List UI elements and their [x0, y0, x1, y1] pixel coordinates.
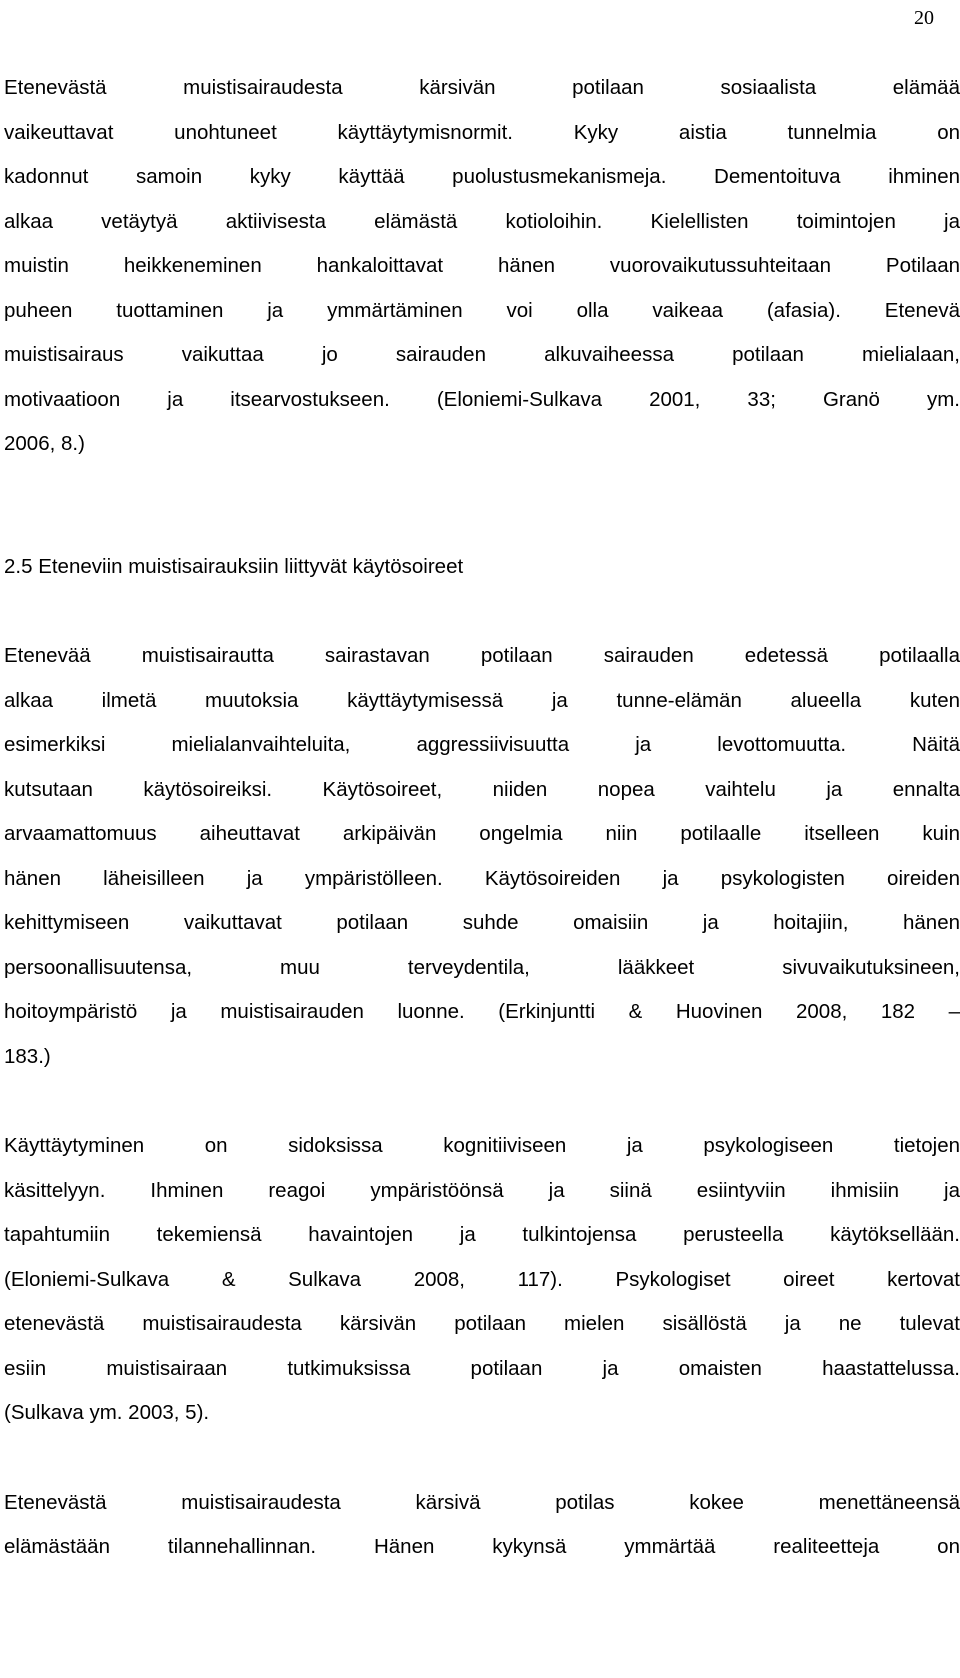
text-line: käsittelyyn. Ihminen reagoi ympäristöönsä ja siinä esiintyviin ihmisiin ja — [4, 1178, 960, 1202]
text-line: elämästään tilannehallinnan. Hänen kykynsä ymmärtää realiteetteja on — [4, 1535, 960, 1558]
text-line: persoonallisuutensa, muu terveydentila, lääkkeet sivuvaikutuksineen, — [4, 955, 960, 979]
text-line: tapahtumiin tekemiensä havaintojen ja tulkintojensa perusteella käytöksellään. — [4, 1223, 960, 1246]
text-line: Etenevää muistisairautta sairastavan potilaan sairauden edetessä potilaalla — [4, 644, 960, 667]
text-line: kadonnut samoin kyky käyttää puolustusmekanismeja. Dementoituva ihminen — [4, 165, 960, 188]
text-line: Käyttäytyminen on sidoksissa kognitiiviseen ja psykologiseen tietojen — [4, 1134, 960, 1157]
text-line: vaikeuttavat unohtuneet käyttäytymisnormit. Kyky aistia tunnelmia on — [4, 120, 960, 144]
text-line: (Eloniemi-Sulkava & Sulkava 2008, 117). Psykologiset oireet kertovat — [4, 1267, 960, 1291]
paragraph-control-loss — [4, 1481, 960, 1570]
text-line: muistin heikkeneminen hankaloittavat hänen vuorovaikutussuhteitaan Potilaan — [4, 254, 960, 277]
text-line: alkaa vetäytyä aktiivisesta elämästä kotioloihin. Kielellisten toimintojen ja — [4, 209, 960, 233]
text-line: etenevästä muistisairaudesta kärsivän potilaan mielen sisällöstä ja ne tulevat — [4, 1312, 960, 1335]
document-body — [4, 66, 960, 1570]
text-line: motivaatioon ja itsearvostukseen. (Eloniemi-Sulkava 2001, 33; Granö ym. — [4, 387, 960, 411]
paragraph-social-life — [4, 66, 960, 467]
text-line: hoitoympäristö ja muistisairauden luonne. (Erkinjuntti & Huovinen 2008, 182 – — [4, 1000, 960, 1023]
text-line: Etenevästä muistisairaudesta kärsivän potilaan sosiaalista elämää — [4, 76, 960, 99]
section-heading: 2.5 Eteneviin muistisairauksiin liittyvät käytösoireet — [4, 554, 464, 578]
page-number: 20 — [914, 7, 934, 29]
text-line: muistisairaus vaikuttaa jo sairauden alkuvaiheessa potilaan mielialaan, — [4, 343, 960, 366]
text-line: Etenevästä muistisairaudesta kärsivä potilas kokee menettäneensä — [4, 1490, 960, 1514]
text-line: kehittymiseen vaikuttavat potilaan suhde omaisiin ja hoitajiin, hänen — [4, 911, 960, 934]
text-line: alkaa ilmetä muutoksia käyttäytymisessä ja tunne-elämän alueella kuten — [4, 688, 960, 712]
paragraph-cognition — [4, 1124, 960, 1436]
text-line: kutsutaan käytösoireiksi. Käytösoireet, niiden nopea vaihtelu ja ennalta — [4, 777, 960, 801]
text-line: 2006, 8.) — [4, 432, 85, 455]
text-line: (Sulkava ym. 2003, 5). — [4, 1401, 210, 1424]
text-line: arvaamattomuus aiheuttavat arkipäivän ongelmia niin potilaalle itselleen kuin — [4, 822, 960, 845]
paragraph-behavioral-symptoms — [4, 634, 960, 1079]
text-line: esimerkiksi mielialanvaihteluita, aggressiivisuutta ja levottomuutta. Näitä — [4, 733, 960, 756]
text-line: puheen tuottaminen ja ymmärtäminen voi olla vaikeaa (afasia). Etenevä — [4, 298, 960, 322]
text-line: esiin muistisairaan tutkimuksissa potilaan ja omaisten haastattelussa. — [4, 1356, 960, 1380]
text-line: 183.) — [4, 1044, 51, 1068]
text-line: hänen läheisilleen ja ympäristölleen. Käytösoireiden ja psykologisten oireiden — [4, 866, 960, 890]
